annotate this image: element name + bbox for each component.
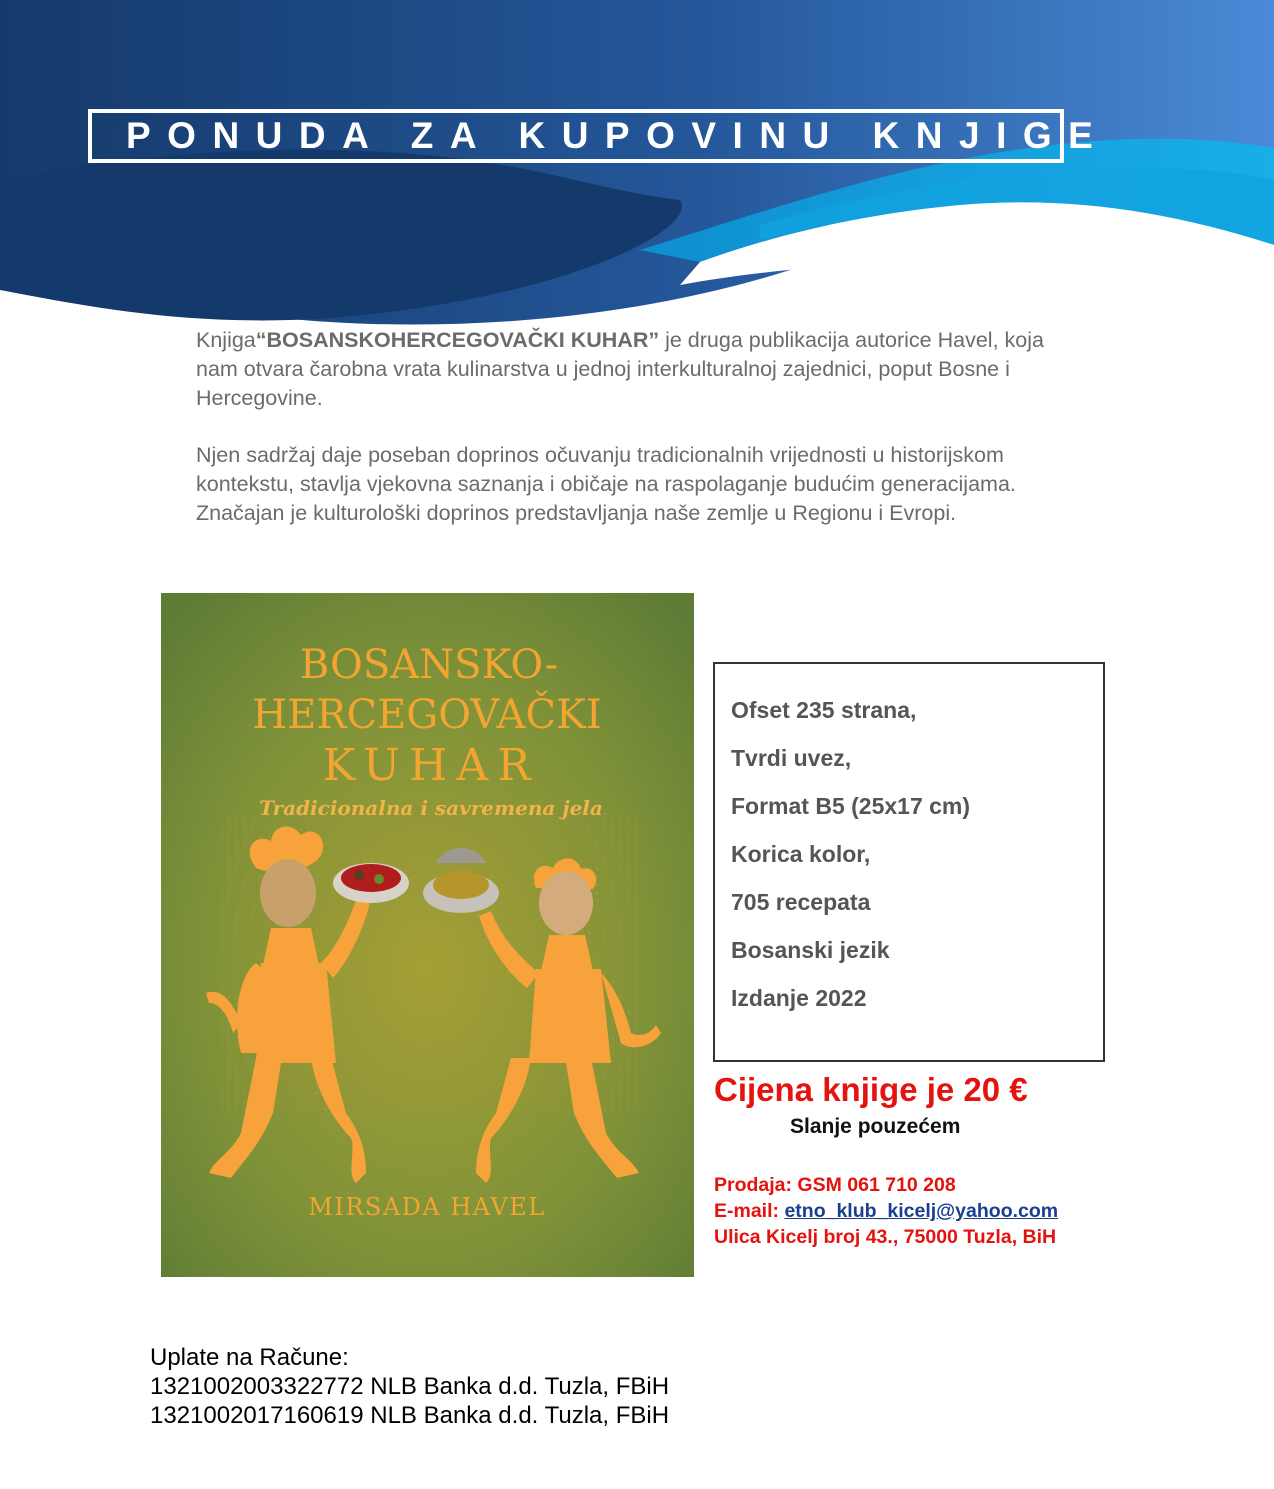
intro-rest: je druga publikacija autorice Havel, koja nam otvara čarobna vrata kulinarstva u jednoj interkulturalnoj zajednici, poput Bosne i Hercegovine. <box>196 328 1044 410</box>
spec-language: Bosanski jezik <box>731 937 890 963</box>
spec-edition: Izdanje 2022 <box>731 985 867 1011</box>
shipping-note: Slanje pouzećem <box>790 1115 961 1138</box>
payment-account-1: 1321002003322772 NLB Banka d.d. Tuzla, FBiH <box>150 1373 670 1400</box>
cover-title-line-1: BOSANSKO- <box>299 642 559 688</box>
intro-book-name: “BOSANSKOHERCEGOVAČKI KUHAR” <box>255 328 660 352</box>
contact-email-link[interactable]: etno_klub_kicelj@yahoo.com <box>784 1200 1059 1222</box>
payment-heading: Uplate na Račune: <box>150 1344 349 1371</box>
intro-prefix: Knjiga <box>196 328 256 352</box>
cover-title-line-3: KUHAR <box>322 740 540 791</box>
contact-email-label: E-mail: <box>714 1200 785 1222</box>
contact-email-line <box>714 1198 1058 1224</box>
spec-pages: Ofset 235 strana, <box>731 697 917 723</box>
contact-address: Ulica Kicelj broj 43., 75000 Tuzla, BiH <box>714 1226 1057 1248</box>
cover-subtitle: Tradicionalna i savremena jela <box>259 796 603 820</box>
intro-text <box>196 326 1076 556</box>
cover-title-line-2: HERCEGOVAČKI <box>252 692 602 738</box>
spec-cover: Korica kolor, <box>731 841 871 867</box>
header-title-box <box>88 109 1110 163</box>
book-specs-box <box>713 662 1105 1062</box>
spec-format: Format B5 (25x17 cm) <box>731 793 971 819</box>
spec-binding: Tvrdi uvez, <box>731 745 852 771</box>
payment-account-2: 1321002017160619 NLB Banka d.d. Tuzla, FBiH <box>150 1402 670 1429</box>
page-title: PONUDA ZA KUPOVINU KNJIGE <box>126 115 1110 156</box>
spec-recipes: 705 recepata <box>731 889 871 915</box>
book-cover-image <box>161 593 694 1277</box>
header-wave-background <box>0 0 1274 340</box>
contact-sales-phone: Prodaja: GSM 061 710 208 <box>714 1174 956 1196</box>
book-price: Cijena knjige je 20 € <box>714 1071 1028 1108</box>
intro-paragraph-1 <box>196 326 1076 413</box>
cover-author: MIRSADA HAVEL <box>308 1193 546 1221</box>
contact-info <box>714 1172 1058 1250</box>
intro-paragraph-2: Njen sadržaj daje poseban doprinos očuvanju tradicionalnih vrijednosti u historijskom kontekstu, stavlja vjekovna saznanja i običaje na raspolaganje budućim generacijama. Značajan je kulturološki doprinos predstavljanja naše zemlje u Regionu i Evropi. <box>196 443 1016 525</box>
payment-info <box>150 1343 669 1430</box>
